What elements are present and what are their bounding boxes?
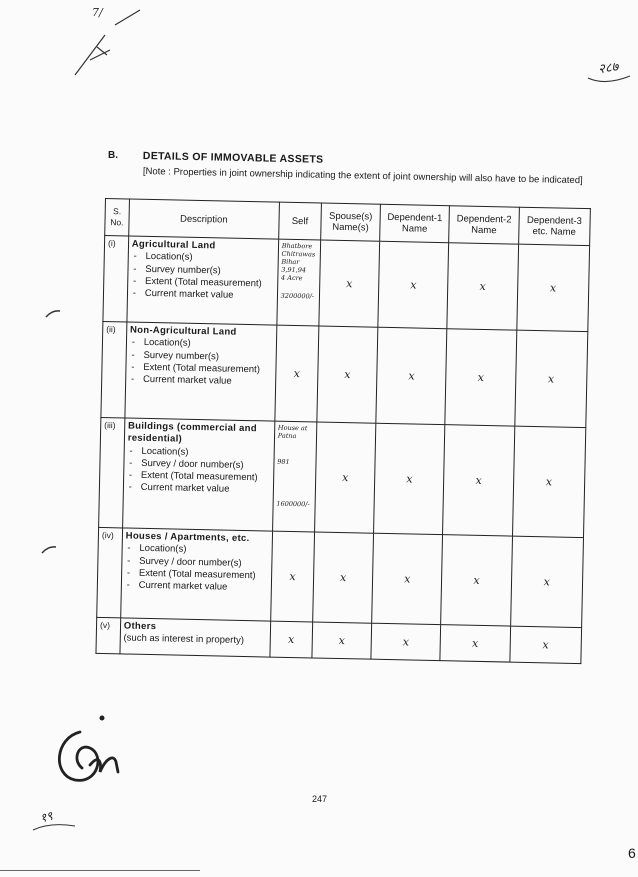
row-dependent-1-mark: x	[378, 241, 449, 328]
row-sno: (iii)	[99, 417, 125, 527]
row-item: - Current market value	[125, 580, 268, 595]
row-dependent-2-mark: x	[440, 625, 510, 662]
row-dependent-1-mark: x	[376, 327, 447, 424]
top-left-handwriting: 7/	[92, 6, 103, 19]
row-dependent-2-mark: x	[443, 425, 515, 536]
self-handwritten-value: 981	[277, 457, 290, 466]
row-self-mark: x	[275, 325, 319, 422]
header-dependent-1: Dependent-1 Name	[380, 204, 450, 242]
row-item: - Extent (Total measurement)	[125, 567, 268, 582]
row-item: - Extent (Total measurement)	[131, 275, 274, 290]
margin-mark	[44, 308, 64, 320]
row-category: Buildings (commercial and residential)	[127, 420, 258, 445]
row-category: Houses / Apartments, etc.	[125, 530, 250, 545]
row-spouse-mark: x	[312, 622, 372, 659]
row-self	[277, 239, 321, 326]
row-description	[120, 618, 271, 657]
table-row	[97, 527, 584, 627]
row-description	[122, 418, 274, 531]
section-letter: B.	[108, 150, 118, 161]
self-handwritten-value: Bhatbore Chitrawas Bihar	[281, 241, 316, 267]
row-dependent-3-mark: x	[516, 244, 589, 331]
section-title: DETAILS OF IMMOVABLE ASSETS	[142, 150, 324, 166]
immovable-assets-table-wrapper	[95, 198, 590, 664]
row-dependent-3-mark: x	[514, 330, 587, 427]
top-right-underline	[585, 70, 635, 90]
section-note: [Note : Properties in joint ownership indicating the extent of joint ownership will also have to be indicated]	[142, 166, 583, 187]
header-sno: S. No.	[105, 199, 130, 236]
top-left-scribble	[35, 5, 145, 85]
row-sno: (i)	[103, 236, 129, 322]
self-handwritten-value: 3200000/-	[280, 291, 315, 301]
self-handwritten-value: House at Patna	[277, 423, 308, 441]
row-self-mark: x	[270, 531, 314, 622]
row-category: Non-Agricultural Land	[129, 324, 237, 338]
page-number: 247	[312, 794, 328, 804]
row-item: - Current market value	[131, 288, 274, 303]
row-dependent-2-mark: x	[447, 243, 518, 330]
row-spouse-mark: x	[319, 240, 380, 327]
row-self	[272, 421, 317, 532]
row-dependent-1-mark: x	[371, 623, 441, 660]
row-dependent-3-mark: x	[512, 426, 586, 537]
header-dependent-3: Dependent-3 etc. Name	[518, 207, 590, 245]
row-description	[125, 322, 277, 421]
immovable-assets-table	[95, 198, 590, 664]
row-dependent-3-mark: x	[510, 536, 583, 627]
row-spouse-mark: x	[313, 532, 374, 623]
row-sno: (ii)	[101, 321, 127, 417]
row-spouse-mark: x	[315, 422, 376, 533]
row-spouse-mark: x	[317, 326, 378, 423]
table-row	[101, 321, 588, 427]
row-item: - Current market value	[129, 374, 272, 389]
row-item: (such as interest in property)	[123, 632, 245, 647]
header-description: Description	[128, 199, 279, 239]
row-item: - Current market value	[127, 482, 270, 497]
self-handwritten-value: 4 Acre	[281, 273, 303, 283]
bottom-left-handwriting: १९	[38, 808, 55, 826]
row-item: - Location(s)	[125, 543, 268, 558]
row-description	[127, 236, 279, 325]
row-item: - Location(s)	[130, 337, 273, 352]
row-sno: (v)	[96, 617, 121, 653]
row-sno: (iv)	[97, 527, 123, 617]
table-row	[99, 417, 586, 537]
top-right-handwriting: २८७	[597, 59, 620, 78]
bottom-left-underline	[30, 818, 80, 838]
row-dependent-1-mark: x	[374, 423, 446, 534]
row-category: Agricultural Land	[131, 238, 216, 252]
row-dependent-2-mark: x	[445, 329, 516, 426]
row-item: - Location(s)	[131, 251, 274, 266]
row-self-mark: x	[270, 621, 313, 658]
bottom-edge-line	[0, 870, 200, 871]
row-dependent-3-mark: x	[509, 626, 581, 663]
row-item: - Extent (Total measurement)	[127, 470, 270, 485]
row-item: - Extent (Total measurement)	[129, 361, 272, 376]
self-handwritten-value: 3,91,94	[281, 265, 307, 275]
row-description	[120, 528, 272, 621]
row-item: - Survey number(s)	[129, 349, 272, 364]
header-dependent-2: Dependent-2 Name	[449, 206, 519, 244]
row-dependent-2-mark: x	[441, 535, 512, 626]
row-item: - Location(s)	[127, 445, 270, 460]
header-self: Self	[278, 202, 321, 240]
margin-mark	[40, 544, 60, 556]
handwritten-signature	[50, 710, 140, 790]
table-row	[103, 236, 590, 332]
row-item: - Survey / door number(s)	[127, 457, 270, 472]
row-item: - Survey number(s)	[131, 263, 274, 278]
edge-page-number: 6	[628, 845, 636, 861]
row-category: Others	[123, 620, 157, 633]
header-spouse: Spouse(s) Name(s)	[321, 203, 381, 241]
row-item: - Survey / door number(s)	[125, 555, 268, 570]
row-dependent-1-mark: x	[372, 533, 443, 624]
self-handwritten-value: 1600000/-	[276, 499, 310, 509]
